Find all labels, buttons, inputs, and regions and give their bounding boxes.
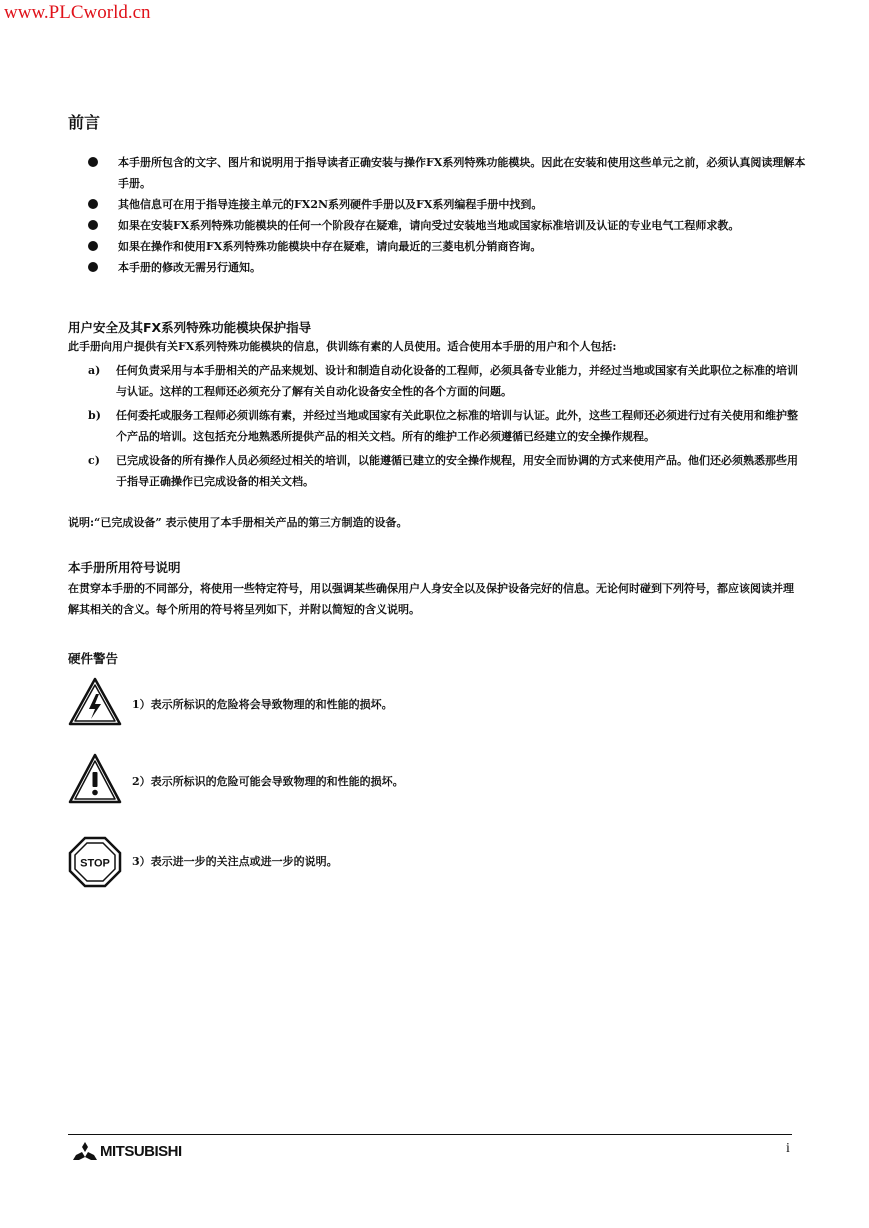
mitsubishi-logo — [72, 1141, 182, 1161]
bullet-item: 如果在安装FX系列特殊功能模块的任何一个阶段存在疑难，请向受过安装地当地或国家标准培训及认证的专业电气工程师求教。 — [88, 215, 808, 236]
symbols-intro: 在贯穿本手册的不同部分，将使用一些特定符号，用以强调某些确保用户人身安全以及保护设备完好的信息。无论何时碰到下列符号，都应该阅读并理解其相关的含义。每个所用的符号将呈列如下，并附以简短的含义说明。 — [68, 582, 794, 616]
user-list — [88, 360, 798, 495]
mitsubishi-diamonds-icon — [72, 1141, 98, 1161]
stop-sign-icon — [68, 836, 122, 888]
watermark: www.PLCworld.cn — [4, 2, 151, 23]
bullet-item: 如果在操作和使用FX系列特殊功能模块中存在疑难，请向最近的三菱电机分销商咨询。 — [88, 236, 808, 257]
bullet-icon — [88, 262, 98, 272]
footer-divider — [68, 1134, 792, 1135]
exclamation-warning-icon — [68, 753, 122, 805]
user-list-item: a) 任何负责采用与本手册相关的产品来规划、设计和制造自动化设备的工程师，必须具备专业能力，并经过当地或国家有关此职位之标准的培训与认证。这样的工程师还必须充分了解有关自动化设备安全性的各个方面的问题。 — [88, 364, 798, 398]
safety-section-title: 用户安全及其FX系列特殊功能模块保护指导 — [68, 320, 312, 335]
logo-text: MITSUBISHI — [100, 1142, 182, 1160]
user-list-item: b) 任何委托或服务工程师必须训练有素，并经过当地或国家有关此职位之标准的培训与认证。此外，这些工程师还必须进行过有关使用和维护整个产品的培训。这包括充分地熟悉所提供产品的相关文档。所有的维护工作必须遵循已经建立的安全操作规程。 — [88, 409, 798, 443]
hardware-warning-title: 硬件警告 — [68, 651, 119, 666]
safety-note: 说明:“已完成设备” 表示使用了本手册相关产品的第三方制造的设备。 — [68, 516, 408, 529]
bullet-icon — [88, 157, 98, 167]
warning-2-text: 2）表示所标识的危险可能会导致物理的和性能的损坏。 — [132, 775, 404, 788]
bullet-icon — [88, 199, 98, 209]
bullet-icon — [88, 220, 98, 230]
stop-sign-label: STOP — [80, 857, 110, 870]
bullet-icon — [88, 241, 98, 251]
bullet-item: 本手册所包含的文字、图片和说明用于指导读者正确安装与操作FX系列特殊功能模块。因此在安装和使用这些单元之前，必须认真阅读理解本手册。 — [88, 152, 808, 194]
preface-title: 前言 — [68, 113, 101, 132]
warning-1-text: 1）表示所标识的危险将会导致物理的和性能的损坏。 — [132, 698, 393, 711]
warning-3-text: 3）表示进一步的关注点或进一步的说明。 — [132, 855, 338, 868]
user-list-item: c) 已完成设备的所有操作人员必须经过相关的培训，以能遵循已建立的安全操作规程，用安全而协调的方式来使用产品。他们还必须熟悉那些用于指导正确操作已完成设备的相关文档。 — [88, 454, 798, 488]
symbols-section-title: 本手册所用符号说明 — [68, 560, 181, 575]
bullet-item: 其他信息可在用于指导连接主单元的FX2N系列硬件手册以及FX系列编程手册中找到。 — [88, 194, 808, 215]
safety-intro: 此手册向用户提供有关FX系列特殊功能模块的信息，供训练有素的人员使用。适合使用本手册的用户和个人包括: — [68, 340, 617, 353]
lightning-warning-icon — [68, 677, 122, 727]
preface-bullet-list — [88, 152, 808, 278]
bullet-item: 本手册的修改无需另行通知。 — [88, 257, 808, 278]
page-number: i — [786, 1141, 790, 1156]
